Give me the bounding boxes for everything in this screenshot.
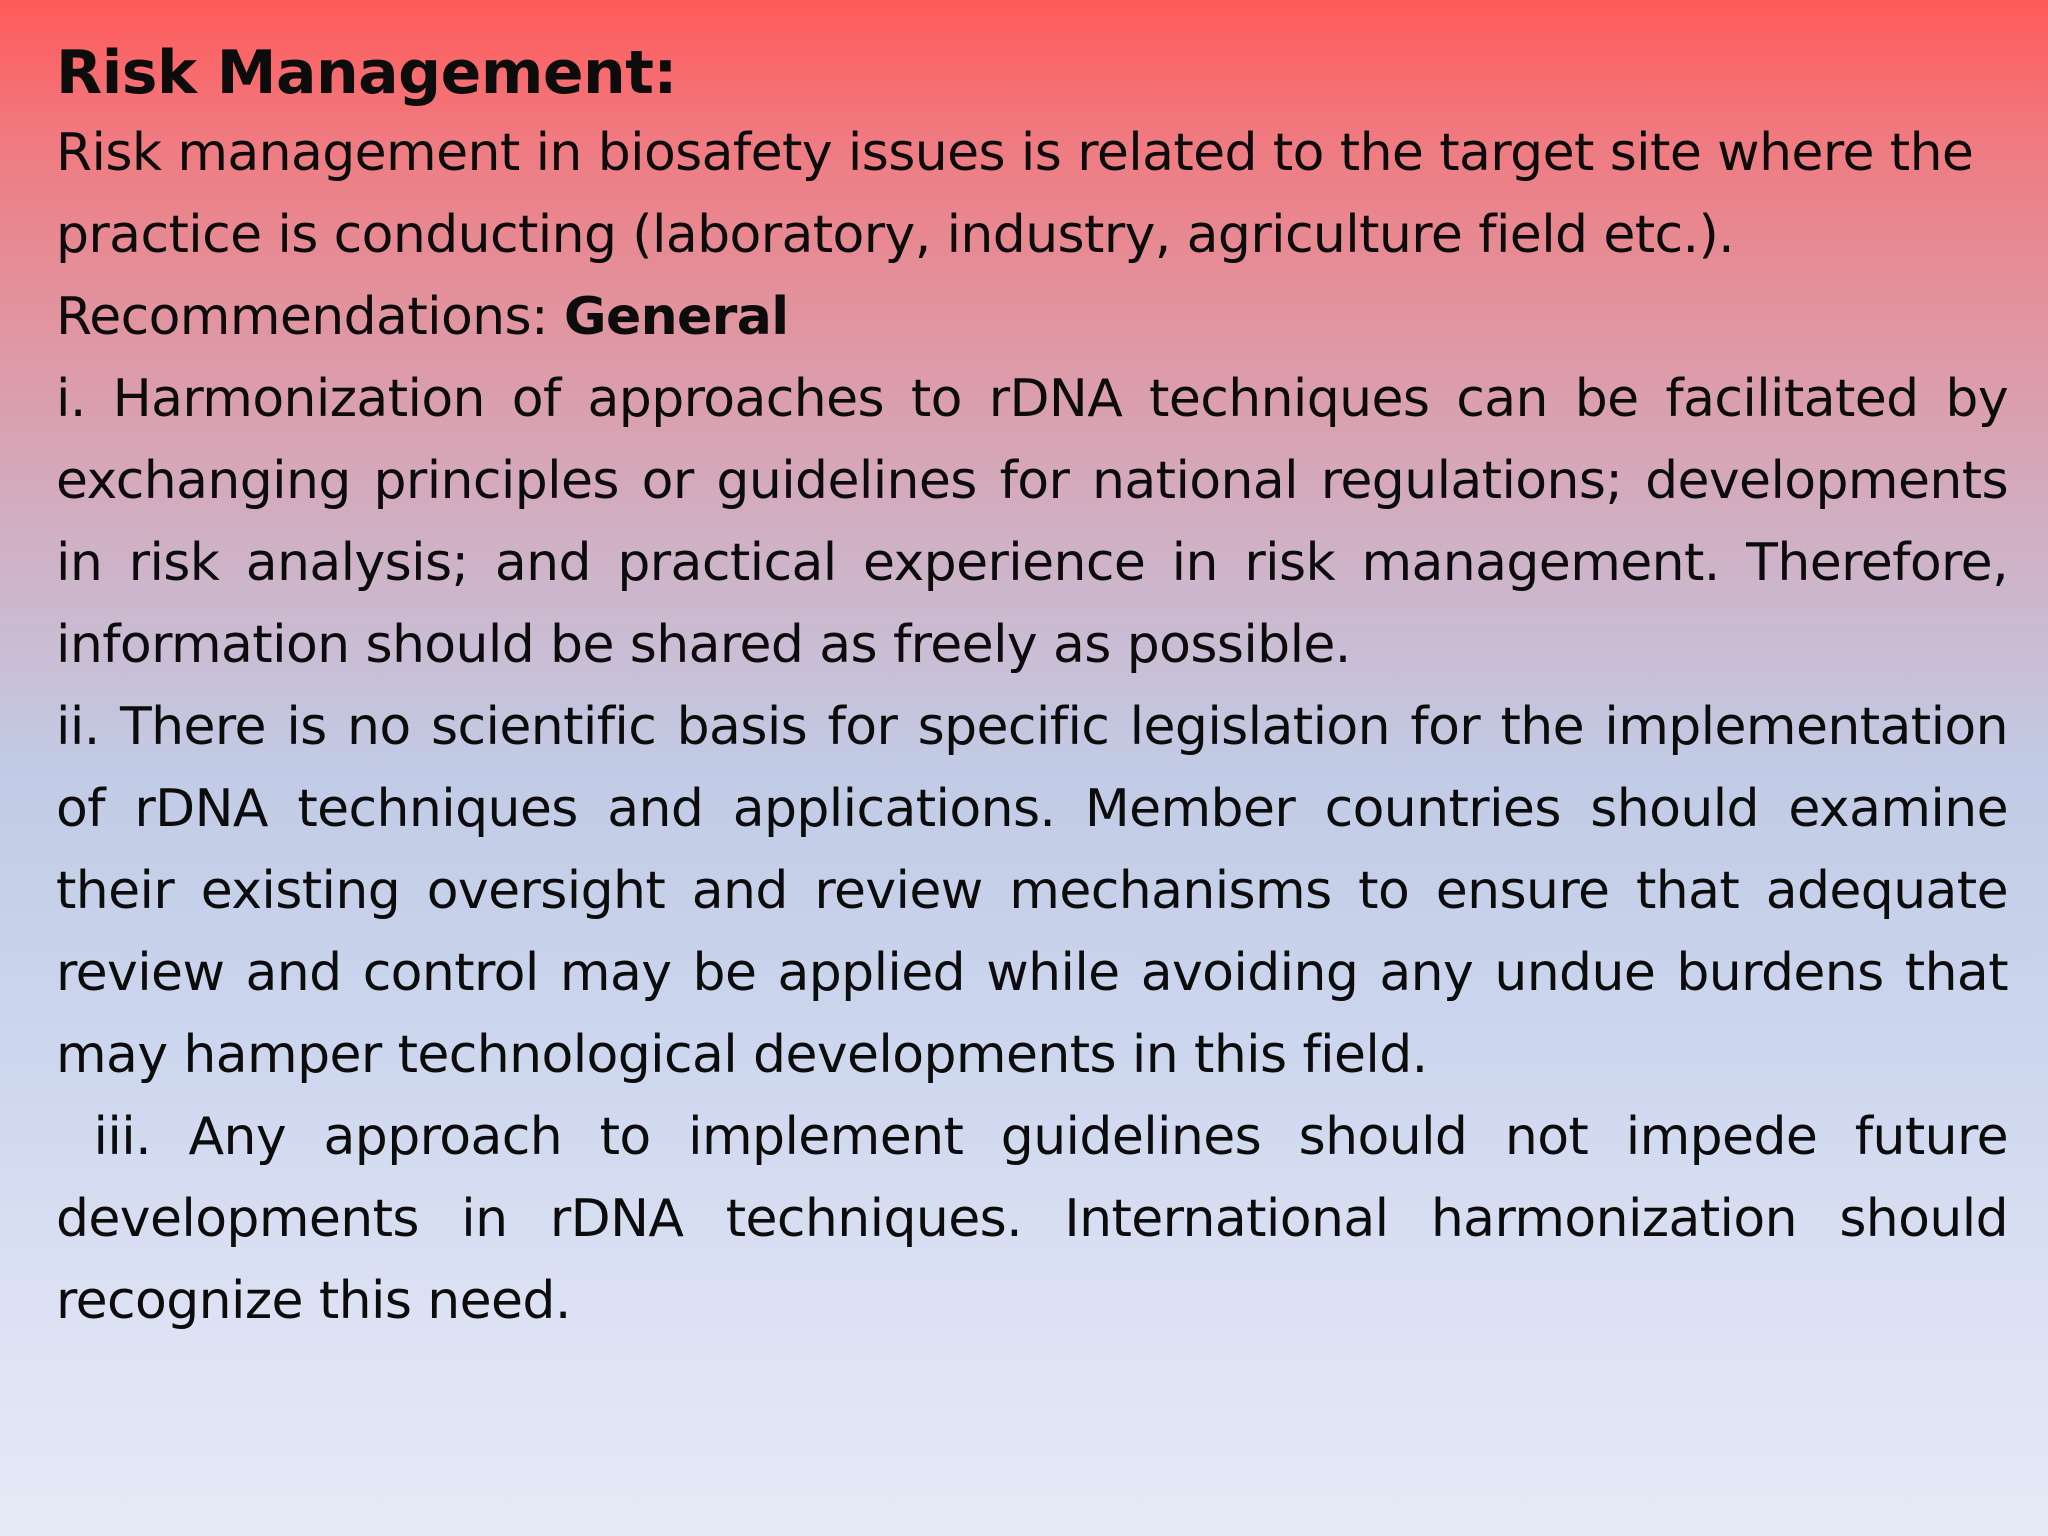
recommendations-category: General [563, 287, 789, 347]
recommendation-point-3: iii. Any approach to implement guidelines should not impede future developments in rDNA techniques. International harmonization should recognize this need. [56, 1107, 2024, 1331]
recommendation-point-2: ii. There is no scientific basis for specific legislation for the implementation of rDNA techniques and applications. Member countries should examine their existing oversight and review mechanisms to ensure that adequate review and control may be applied while avoiding any undue burdens that may hamper technological developments in this field. [56, 697, 2008, 1085]
recommendation-point-1: i. Harmonization of approaches to rDNA techniques can be facilitated by exchanging principles or guidelines for national regulations; developments in risk analysis; and practical experience in risk management. Therefore, information should be shared as freely as possible. [56, 369, 2008, 675]
slide-content [56, 34, 2024, 1342]
recommendations-label: Recommendations: [56, 287, 564, 347]
slide-title: Risk Management: [56, 38, 677, 108]
intro-paragraph: Risk management in biosafety issues is related to the target site where the practice is conducting (laboratory, industry, agriculture field etc.). [56, 123, 1974, 265]
recommendations-line [56, 276, 2008, 358]
